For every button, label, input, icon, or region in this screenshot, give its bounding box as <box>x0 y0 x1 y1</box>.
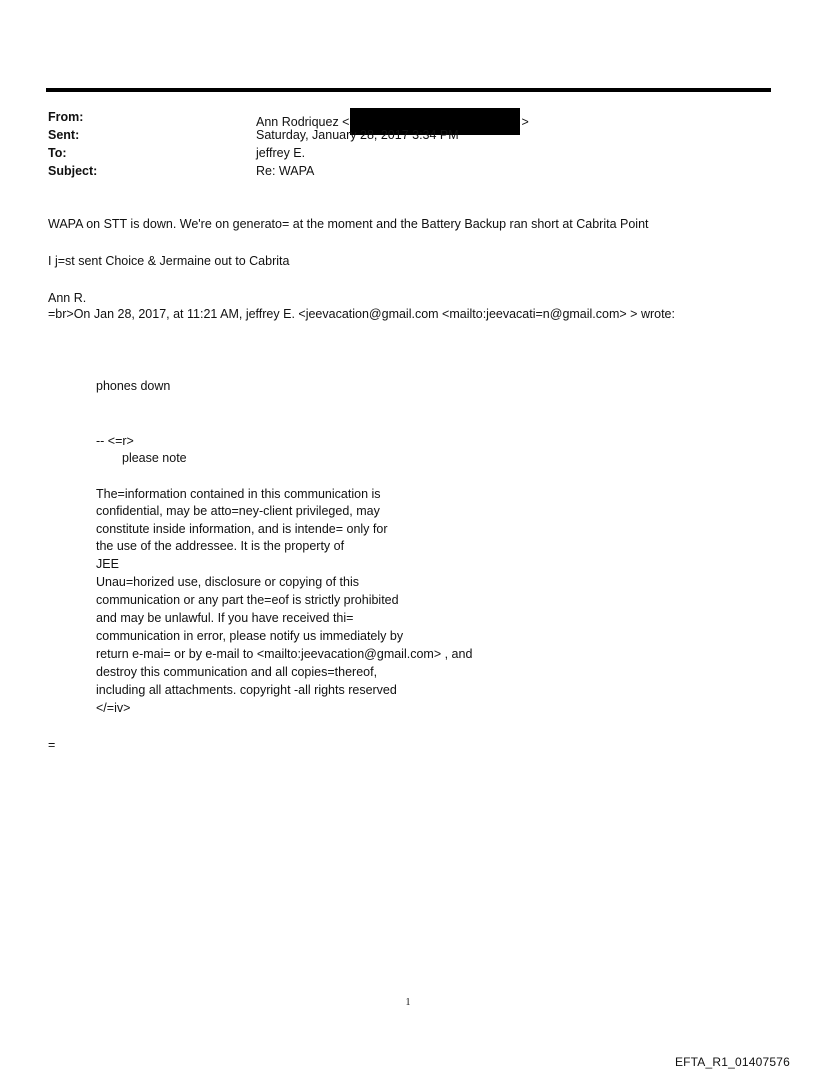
signature-note: please note <box>122 451 187 465</box>
page-number: 1 <box>405 997 411 1008</box>
disclaimer-line: The=information contained in this communication is <box>96 487 381 501</box>
disclaimer-line: communication or any part the=eof is strictly prohibited <box>96 593 399 607</box>
disclaimer-line: destroy this communication and all copies=thereof, <box>96 665 378 679</box>
to-value: jeffrey E. <box>256 146 306 160</box>
from-close: > <box>521 115 529 129</box>
subject-label: Subject: <box>48 164 98 178</box>
signature-separator: -- <=r> <box>96 434 134 448</box>
sent-value: Saturday, January 28, 2017 3:34 PM <box>256 128 459 142</box>
sent-label: Sent: <box>48 128 80 142</box>
disclaimer-line: communication in error, please notify us immediately by <box>96 629 404 643</box>
from-label: From: <box>48 110 84 124</box>
disclaimer-line: including all attachments. copyright -all rights reserved <box>96 683 397 697</box>
body-line-2: I j=st sent Choice & Jermaine out to Cabrita <box>48 254 290 268</box>
body-line-1: WAPA on STT is down. We're on generato= at the moment and the Battery Backup ran short at Cabrita Point <box>48 217 649 231</box>
subject-value: Re: WAPA <box>256 164 315 178</box>
header-divider <box>46 88 771 92</box>
quote-intro: =br>On Jan 28, 2017, at 11:21 AM, jeffrey E. <jeevacation@gmail.com <mailto:jeevacati=n@gmail.com> > wrote: <box>48 307 675 321</box>
disclaimer-line: JEE <box>96 557 119 571</box>
disclaimer-line: the use of the addressee. It is the property of <box>96 539 345 553</box>
disclaimer-line: and may be unlawful. If you have received thi= <box>96 611 354 625</box>
trailer-mark: = <box>48 738 56 752</box>
from-name: Ann Rodriquez < <box>256 115 350 129</box>
disclaimer-line: Unau=horized use, disclosure or copying of this <box>96 575 359 589</box>
disclaimer-line: constitute inside information, and is intende= only for <box>96 522 388 536</box>
disclaimer-line: confidential, may be atto=ney-client privileged, may <box>96 504 380 518</box>
disclaimer-line: return e-mai= or by e-mail to <mailto:jeevacation@gmail.com> , and <box>96 647 473 661</box>
quoted-message: phones down <box>96 379 171 393</box>
signoff: Ann R. <box>48 291 87 305</box>
document-id: EFTA_R1_01407576 <box>674 1055 790 1069</box>
disclaimer-line: </=iv> <box>96 701 131 715</box>
to-label: To: <box>48 146 67 160</box>
